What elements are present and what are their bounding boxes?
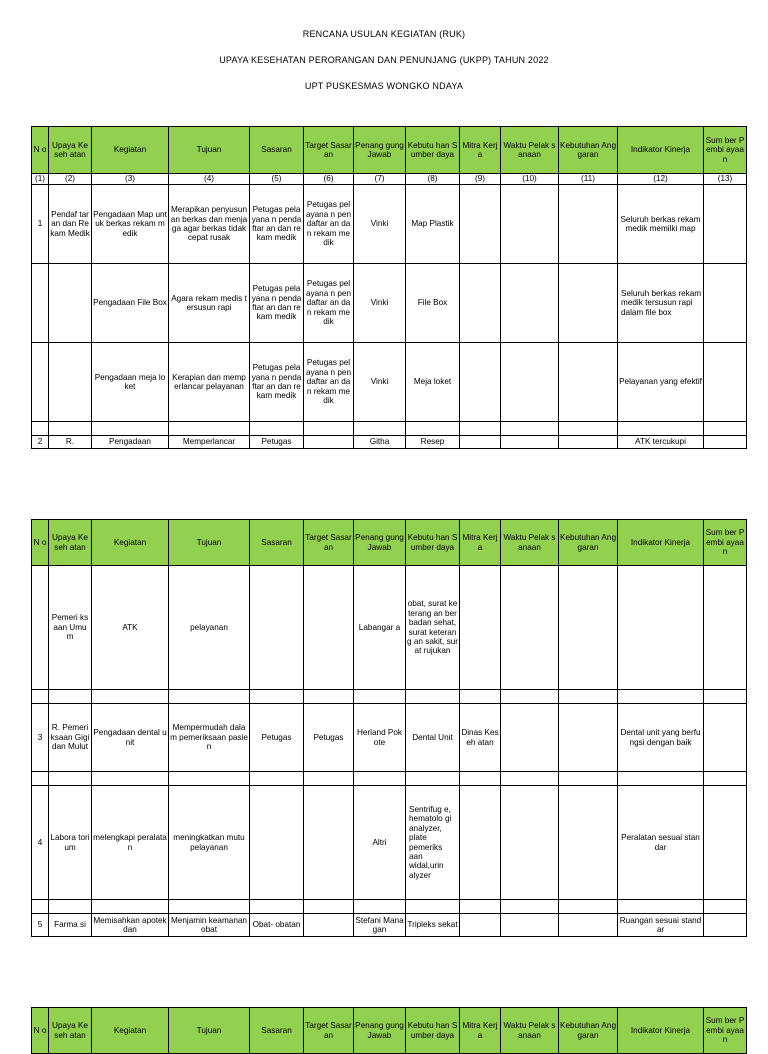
number-cell: (11) [559, 174, 618, 185]
cell-anggaran [559, 704, 618, 772]
cell-pembiayaan [704, 436, 747, 449]
cell-anggaran [559, 786, 618, 900]
number-cell: (3) [92, 174, 169, 185]
doc-organization: UPT PUSKESMAS WONGKO NDAYA [304, 81, 464, 91]
ruk-table-1 [31, 126, 747, 449]
header-cell: Sasaran [250, 1008, 304, 1054]
cell-no: 5 [32, 914, 49, 937]
cell-target [304, 914, 354, 937]
cell-kegiatan: Memisahkan apotek dan [92, 914, 169, 937]
header-cell: Upaya Keseh atan [49, 1008, 92, 1054]
cell-indikator: Seluruh berkas rekam medik tersusun rapi dalam file box [618, 264, 704, 343]
header-cell: Kebutu han Sumber daya [406, 127, 460, 174]
cell-indikator [618, 566, 704, 690]
cell-waktu [501, 264, 559, 343]
header-cell: Upaya Keseh atan [49, 127, 92, 174]
cell-upaya: Pendaf taran dan Rekam Medik [49, 185, 92, 264]
header-row [32, 127, 747, 174]
cell-target: Petugas [304, 704, 354, 772]
ruk-table-3 [31, 1007, 747, 1054]
table-row [32, 264, 747, 343]
cell-target: Petugas pelayana n pendaftar an dan rekam medik [304, 343, 354, 422]
cell-target [304, 786, 354, 900]
table-row [32, 786, 747, 900]
cell-waktu [501, 436, 559, 449]
cell-pembiayaan [704, 264, 747, 343]
header-cell: Upaya Keseh atan [49, 520, 92, 566]
cell-indikator: ATK tercukupi [618, 436, 704, 449]
header-cell: Sum ber Pembi ayaan [704, 520, 747, 566]
cell-waktu [501, 704, 559, 772]
table-row [32, 566, 747, 690]
number-cell: (9) [460, 174, 501, 185]
header-cell: N o [32, 1008, 49, 1054]
cell-sasaran: Petugas pelayana n pendaftar an dan rekam medik [250, 264, 304, 343]
table-row [32, 914, 747, 937]
cell-penanggung-jawab: Vinki [354, 264, 406, 343]
cell-kegiatan: Pengadaan File Box [92, 264, 169, 343]
cell-target: Petugas pelayana n pendaftar an dan rekam medik [304, 264, 354, 343]
header-cell: Target Sasaran [304, 1008, 354, 1054]
cell-tujuan: Kerapian dan memperlancar pelayanan [169, 343, 250, 422]
cell-sasaran [250, 566, 304, 690]
header-cell: Kebutu han Sumber daya [406, 520, 460, 566]
number-cell: (7) [354, 174, 406, 185]
header-cell: Target Sasaran [304, 520, 354, 566]
cell-mitra [460, 343, 501, 422]
cell-sasaran: Petugas pelayana n pendaftar an dan rekam medik [250, 185, 304, 264]
cell-tujuan: Merapikan penyusunan berkas dan menjaga agar berkas tidak cepat rusak [169, 185, 250, 264]
header-cell: Tujuan [169, 520, 250, 566]
table-row [32, 436, 747, 449]
number-cell: (5) [250, 174, 304, 185]
cell-upaya: Labora torium [49, 786, 92, 900]
number-cell: (8) [406, 174, 460, 185]
cell-pembiayaan [704, 185, 747, 264]
header-cell: Sasaran [250, 127, 304, 174]
cell-no: 4 [32, 786, 49, 900]
cell-sumber-daya: Map Plastik [406, 185, 460, 264]
header-cell: Sasaran [250, 520, 304, 566]
header-cell: Kebutu han Sumber daya [406, 1008, 460, 1054]
header-cell: Kebutuhan Anggaran [559, 520, 618, 566]
cell-kegiatan: Pengadaan meja loket [92, 343, 169, 422]
cell-pembiayaan [704, 786, 747, 900]
cell-mitra [460, 436, 501, 449]
cell-waktu [501, 914, 559, 937]
cell-pembiayaan [704, 566, 747, 690]
cell-no [32, 343, 49, 422]
header-cell: Indikator Kinerja [618, 520, 704, 566]
doc-subtitle: UPAYA KESEHATAN PERORANGAN DAN PENUNJANG (UKPP) TAHUN 2022 [219, 55, 549, 65]
cell-penanggung-jawab: Labangar a [354, 566, 406, 690]
doc-title: RENCANA USULAN KEGIATAN (RUK) [302, 29, 466, 39]
header-cell: Waktu Pelak sanaan [501, 1008, 559, 1054]
number-cell: (10) [501, 174, 559, 185]
header-cell: Kegiatan [92, 1008, 169, 1054]
cell-pembiayaan [704, 343, 747, 422]
cell-upaya [49, 264, 92, 343]
number-cell: (2) [49, 174, 92, 185]
cell-target [304, 566, 354, 690]
cell-upaya: R. Pemeri ksaan Gigi dan Mulut [49, 704, 92, 772]
cell-tujuan: Mempermudah dalam pemeriksaan pasien [169, 704, 250, 772]
cell-sumber-daya: obat, surat keterang an berbadan sehat, surat keterang an sakit, surat rujukan [406, 566, 460, 690]
ruk-table-2 [31, 519, 747, 937]
cell-waktu [501, 566, 559, 690]
cell-penanggung-jawab: Vinki [354, 343, 406, 422]
spacer-row [32, 690, 747, 704]
cell-upaya: Farma si [49, 914, 92, 937]
header-row [32, 1008, 747, 1054]
cell-sasaran [250, 786, 304, 900]
cell-sasaran: Obat- obatan [250, 914, 304, 937]
cell-no: 2 [32, 436, 49, 449]
cell-upaya: R. [49, 436, 92, 449]
cell-waktu [501, 786, 559, 900]
cell-kegiatan: Pengadaan [92, 436, 169, 449]
cell-upaya [49, 343, 92, 422]
spacer-row [32, 772, 747, 786]
cell-anggaran [559, 343, 618, 422]
cell-mitra: Dinas Keseh atan [460, 704, 501, 772]
cell-kegiatan: Pengadaan dental unit [92, 704, 169, 772]
header-row [32, 520, 747, 566]
cell-sasaran: Petugas pelayana n pendaftar an dan rekam medik [250, 343, 304, 422]
header-cell: Indikator Kinerja [618, 1008, 704, 1054]
header-cell: Penang gung Jawab [354, 520, 406, 566]
cell-sumber-daya: File Box [406, 264, 460, 343]
cell-mitra [460, 185, 501, 264]
cell-tujuan: Memperlancar [169, 436, 250, 449]
cell-sasaran: Petugas [250, 704, 304, 772]
cell-penanggung-jawab: Herland Pokote [354, 704, 406, 772]
cell-kegiatan: Pengadaan Map untuk berkas rekam medik [92, 185, 169, 264]
cell-penanggung-jawab: Vinki [354, 185, 406, 264]
cell-waktu [501, 185, 559, 264]
header-cell: Mitra Kerja [460, 1008, 501, 1054]
spacer-row [32, 900, 747, 914]
cell-pembiayaan [704, 914, 747, 937]
header-cell: Waktu Pelak sanaan [501, 520, 559, 566]
cell-anggaran [559, 436, 618, 449]
header-cell: Kegiatan [92, 127, 169, 174]
cell-anggaran [559, 566, 618, 690]
cell-upaya: Pemeri ksaan Umum [49, 566, 92, 690]
cell-indikator: Dental unit yang berfungsi dengan baik [618, 704, 704, 772]
cell-kegiatan: ATK [92, 566, 169, 690]
cell-kegiatan: melengkapi peralatan [92, 786, 169, 900]
cell-indikator: Pelayanan yang efektif [618, 343, 704, 422]
cell-indikator: Peralatan sesuai standar [618, 786, 704, 900]
header-cell: Penang gung Jawab [354, 127, 406, 174]
header-cell: Waktu Pelak sanaan [501, 127, 559, 174]
header-cell: Mitra Kerja [460, 520, 501, 566]
cell-penanggung-jawab: Stefani Managan [354, 914, 406, 937]
header-cell: Kegiatan [92, 520, 169, 566]
cell-no [32, 264, 49, 343]
number-cell: (13) [704, 174, 747, 185]
cell-anggaran [559, 264, 618, 343]
header-cell: Indikator Kinerja [618, 127, 704, 174]
cell-sumber-daya: Meja loket [406, 343, 460, 422]
header-cell: Kebutuhan Anggaran [559, 127, 618, 174]
table-row [32, 343, 747, 422]
number-cell: (4) [169, 174, 250, 185]
cell-sumber-daya: Sentrifug e, hematolo gi analyzer, plate pemeriks aan widal,urin alyzer [406, 786, 460, 900]
cell-sumber-daya: Resep [406, 436, 460, 449]
cell-indikator: Seluruh berkas rekam medik memilki map [618, 185, 704, 264]
table-row [32, 704, 747, 772]
header-cell: Sum ber Pembi ayaan [704, 1008, 747, 1054]
cell-no [32, 566, 49, 690]
cell-anggaran [559, 914, 618, 937]
header-cell: Tujuan [169, 1008, 250, 1054]
cell-penanggung-jawab: Altri [354, 786, 406, 900]
cell-anggaran [559, 185, 618, 264]
cell-mitra [460, 914, 501, 937]
cell-sumber-daya: Tripleks sekat [406, 914, 460, 937]
cell-tujuan: meningkatkan mutu pelayanan [169, 786, 250, 900]
cell-target [304, 436, 354, 449]
header-cell: Kebutuhan Anggaran [559, 1008, 618, 1054]
header-cell: Tujuan [169, 127, 250, 174]
spacer-row [32, 422, 747, 436]
cell-no: 3 [32, 704, 49, 772]
header-cell: Sum ber Pembi ayaan [704, 127, 747, 174]
cell-penanggung-jawab: Githa [354, 436, 406, 449]
cell-tujuan: Agara rekam medis tersusun rapi [169, 264, 250, 343]
number-cell: (12) [618, 174, 704, 185]
cell-sumber-daya: Dental Unit [406, 704, 460, 772]
cell-indikator: Ruangan sesuai standar [618, 914, 704, 937]
header-cell: Penang gung Jawab [354, 1008, 406, 1054]
cell-sasaran: Petugas [250, 436, 304, 449]
cell-tujuan: Menjamin keamanan obat [169, 914, 250, 937]
cell-mitra [460, 786, 501, 900]
numbering-row [32, 174, 747, 185]
cell-no: 1 [32, 185, 49, 264]
cell-tujuan: pelayanan [169, 566, 250, 690]
cell-pembiayaan [704, 704, 747, 772]
header-cell: N o [32, 127, 49, 174]
cell-waktu [501, 343, 559, 422]
number-cell: (6) [304, 174, 354, 185]
header-cell: N o [32, 520, 49, 566]
table-row [32, 185, 747, 264]
number-cell: (1) [32, 174, 49, 185]
header-cell: Mitra Kerja [460, 127, 501, 174]
cell-target: Petugas pelayana n pendaftar an dan rekam medik [304, 185, 354, 264]
cell-mitra [460, 264, 501, 343]
cell-mitra [460, 566, 501, 690]
header-cell: Target Sasaran [304, 127, 354, 174]
